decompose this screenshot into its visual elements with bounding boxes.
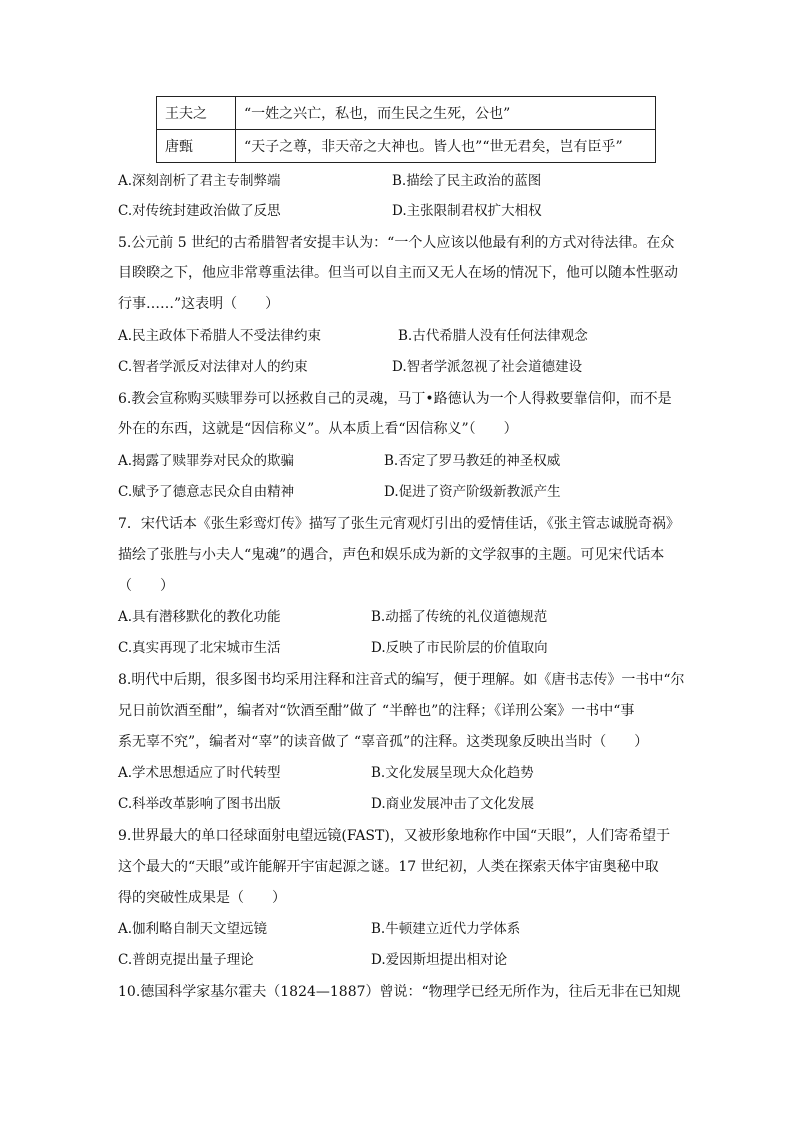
q7-stem-line-2: 描绘了张胜与小夫人“鬼魂”的遇合，声色和娱乐成为新的文学叙事的主题。可见宋代话本 xyxy=(118,547,665,563)
q10-stem-line-1: 10.德国科学家基尔霍夫（1824—1887）曾说：“物理学已经无所作为，往后无非在已知规 xyxy=(118,984,681,1000)
table-cell-quote: “天子之尊，非天帝之大神也。皆人也”“世无君矣，岂有臣乎” xyxy=(236,130,656,163)
q5-stem-line-3: 行事……”这表明（ ） xyxy=(118,296,280,312)
q5-stem-line-2: 目睽睽之下，他应非常尊重法律。但当可以自主而又无人在场的情况下，他可以随本性驱动 xyxy=(118,265,678,281)
q8-option-a: A.学术思想适应了时代转型 xyxy=(118,765,281,781)
q9-option-a: A.伽利略自制天文望远镜 xyxy=(118,921,268,937)
q7-stem-line-3: （ ） xyxy=(118,578,174,594)
table-row xyxy=(157,97,656,130)
q7-option-c: C.真实再现了北宋城市生活 xyxy=(118,640,281,656)
q7-stem-line-1: 7．宋代话本《张生彩鸾灯传》描写了张生元宵观灯引出的爱情佳话，《张主管志诚脱奇祸》 xyxy=(118,516,680,532)
q6-option-b: B.否定了罗马教廷的神圣权威 xyxy=(384,453,561,469)
q5-option-a: A.民主政体下希腊人不受法律约束 xyxy=(118,328,322,344)
q4-option-b: B.描绘了民主政治的蓝图 xyxy=(392,173,542,189)
q5-stem-line-1: 5.公元前 5 世纪的古希腊智者安提丰认为：“一个人应该以他最有利的方式对待法律。在众 xyxy=(118,235,675,251)
q7-option-a: A.具有潜移默化的教化功能 xyxy=(118,609,281,625)
q4-option-a: A.深刻剖析了君主专制弊端 xyxy=(118,173,281,189)
table-cell-name: 王夫之 xyxy=(157,97,236,130)
q9-option-c: C.普朗克提出量子理论 xyxy=(118,952,254,968)
q6-stem-line-1: 6.教会宣称购买赎罪券可以拯救自己的灵魂，马丁•路德认为一个人得救要靠信仰，而不是 xyxy=(118,391,672,407)
q7-option-d: D.反映了市民阶层的价值取向 xyxy=(371,640,548,656)
q6-option-d: D.促进了资产阶级新教派产生 xyxy=(384,484,561,500)
q4-option-c: C.对传统封建政治做了反思 xyxy=(118,203,281,219)
q4-option-d: D.主张限制君权扩大相权 xyxy=(392,203,542,219)
q8-stem-line-1: 8.明代中后期，很多图书均采用注释和注音式的编写，便于理解。如《唐书志传》一书中“尔 xyxy=(118,672,685,688)
table-cell-name: 唐甄 xyxy=(157,130,236,163)
q8-option-c: C.科举改革影响了图书出版 xyxy=(118,796,281,812)
table-row xyxy=(157,130,656,163)
table-cell-quote: “一姓之兴亡，私也，而生民之生死，公也” xyxy=(236,97,656,130)
q9-option-d: D.爱因斯坦提出相对论 xyxy=(371,952,508,968)
q8-stem-line-3: 系无辜不究”，编者对“辜”的读音做了 “辜音孤”的注释。这类现象反映出当时（ ） xyxy=(118,734,649,750)
q5-option-c: C.智者学派反对法律对人的约束 xyxy=(118,359,308,375)
q9-stem-line-1: 9.世界最大的单口径球面射电望远镜(FAST)，又被形象地称作中国“天眼”，人们寄希望于 xyxy=(118,828,671,844)
q5-option-d: D.智者学派忽视了社会道德建设 xyxy=(392,359,583,375)
q8-option-b: B.文化发展呈现大众化趋势 xyxy=(371,765,534,781)
q5-option-b: B.古代希腊人没有任何法律观念 xyxy=(398,328,588,344)
q6-option-c: C.赋予了德意志民众自由精神 xyxy=(118,484,295,500)
q8-stem-line-2: 兄日前饮酒至酣”，编者对“饮酒至酣”做了 “半醉也”的注释；《详刑公案》一书中“事 xyxy=(118,703,635,719)
quote-table xyxy=(156,96,656,163)
q9-option-b: B.牛顿建立近代力学体系 xyxy=(371,921,521,937)
q8-option-d: D.商业发展冲击了文化发展 xyxy=(371,796,535,812)
q9-stem-line-2: 这个最大的“天眼”或许能解开宇宙起源之谜。17 世纪初，人类在探索天体宇宙奥秘中取 xyxy=(118,859,659,875)
q9-stem-line-3: 得的突破性成果是（ ） xyxy=(118,890,286,906)
q6-stem-line-2: 外在的东西，这就是“因信称义”。从本质上看“因信称义”（ ） xyxy=(118,421,518,437)
q6-option-a: A.揭露了赎罪券对民众的欺骗 xyxy=(118,453,295,469)
q7-option-b: B.动摇了传统的礼仪道德规范 xyxy=(371,609,548,625)
